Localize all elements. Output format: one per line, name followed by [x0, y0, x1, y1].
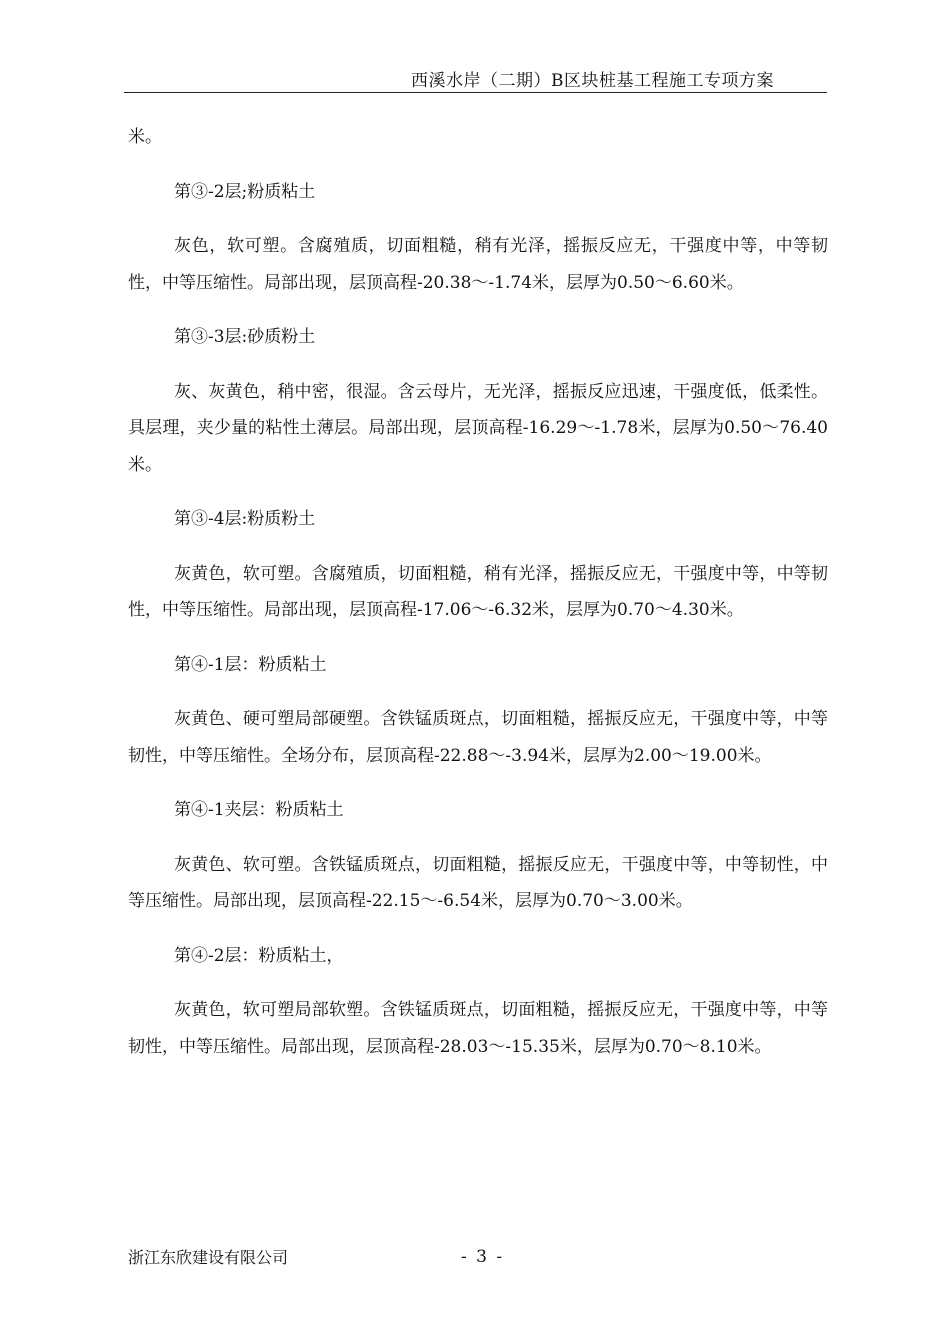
layer-description: 灰、灰黄色，稍中密，很湿。含云母片，无光泽，摇振反应迅速，干强度低，低柔性。具层理，夹少量的粘性土薄层。局部出现，层顶高程-16.29～-1.78米，层厚为0.50～76.40米。: [128, 381, 828, 475]
layer-heading: 第③-2层;粉质粘土: [174, 181, 316, 202]
layer-heading: 第④-2层：粉质粘土，: [174, 945, 344, 966]
layer-description: 灰黄色、硬可塑局部硬塑。含铁锰质斑点，切面粗糙，摇振反应无，干强度中等，中等韧性，中等压缩性。全场分布，层顶高程-22.88～-3.94米，层厚为2.00～19.00米。: [128, 709, 828, 766]
layer-heading: 第③-3层:砂质粉土: [174, 327, 316, 347]
layer-description: 灰黄色、软可塑。含铁锰质斑点，切面粗糙，摇振反应无，干强度中等，中等韧性，中等压缩性。局部出现，层顶高程-22.15～-6.54米，层厚为0.70～3.00米。: [128, 854, 828, 911]
page-number: - 3 -: [461, 1247, 505, 1267]
layer-heading: 第④-1夹层：粉质粘土: [174, 800, 344, 820]
page-header-title: 西溪水岸（二期）B区块桩基工程施工专项方案: [411, 71, 774, 91]
layer-description: 灰黄色，软可塑局部软塑。含铁锰质斑点，切面粗糙，摇振反应无，干强度中等，中等韧性，中等压缩性。局部出现，层顶高程-28.03～-15.35米，层厚为0.70～8.10米。: [128, 1000, 828, 1057]
document-body: [128, 119, 828, 1065]
layer-description: 灰黄色，软可塑。含腐殖质，切面粗糙，稍有光泽，摇振反应无，干强度中等，中等韧性，中等压缩性。局部出现，层顶高程-17.06～-6.32米，层厚为0.70～4.30米。: [128, 563, 828, 620]
header-divider: [124, 92, 827, 93]
layer-description: 灰色，软可塑。含腐殖质，切面粗糙，稍有光泽，摇振反应无，干强度中等，中等韧性，中等压缩性。局部出现，层顶高程-20.38～-1.74米，层厚为0.50～6.60米。: [128, 236, 828, 293]
continuation-text: 米。: [128, 127, 162, 147]
layer-heading: 第④-1层：粉质粘土: [174, 654, 327, 675]
footer-company: 浙江东欣建设有限公司: [128, 1248, 289, 1267]
layer-heading: 第③-4层:粉质粉土: [174, 509, 316, 529]
